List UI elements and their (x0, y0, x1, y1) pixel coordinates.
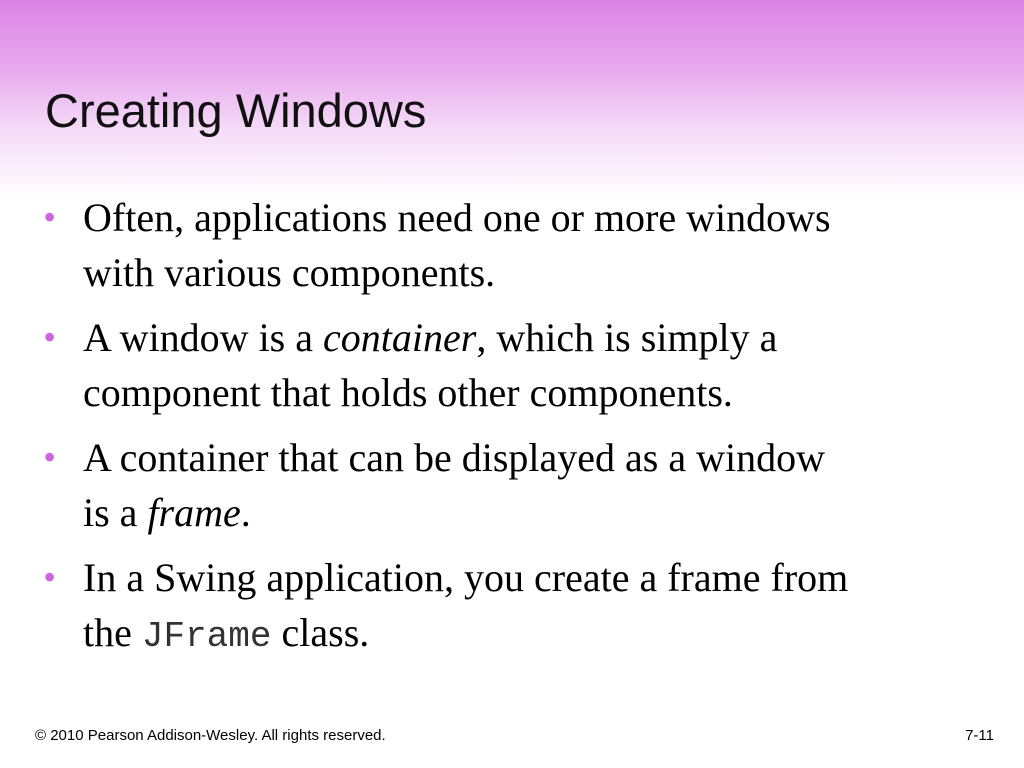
bullet-text-line: with various components. (83, 250, 496, 295)
bullet-item (44, 550, 974, 664)
footer-copyright: © 2010 Pearson Addison-Wesley. All rights reserved. (35, 727, 386, 744)
slide-title: Creating Windows (45, 84, 427, 137)
bullet-text-line (83, 605, 974, 664)
bullet-text-line: In a Swing application, you create a frame from (83, 555, 849, 600)
bullet-icon: • (44, 439, 56, 475)
bullet-text-line (83, 485, 974, 540)
text-run: class. (271, 610, 370, 655)
bullet-icon: • (44, 319, 56, 355)
emphasis-term: frame (147, 490, 241, 535)
bullet-item (44, 430, 974, 540)
code-term: JFrame (141, 616, 272, 657)
text-run: is a (83, 490, 148, 535)
emphasis-term: container (323, 315, 477, 360)
footer-page-number: 7-11 (965, 727, 994, 744)
text-run: A window is a (83, 315, 323, 360)
bullet-icon: • (44, 199, 56, 235)
text-run: , which is simply a (476, 315, 778, 360)
bullet-text-line: component that holds other components. (83, 370, 733, 415)
bullet-item (44, 190, 974, 300)
bullet-text-line: Often, applications need one or more windows (83, 195, 831, 240)
bullet-text-line: A container that can be displayed as a window (83, 435, 825, 480)
bullet-list (44, 190, 974, 674)
text-run: the (83, 610, 142, 655)
bullet-text-line (83, 310, 974, 365)
bullet-item (44, 310, 974, 420)
bullet-icon: • (44, 559, 56, 595)
text-run: . (240, 490, 251, 535)
